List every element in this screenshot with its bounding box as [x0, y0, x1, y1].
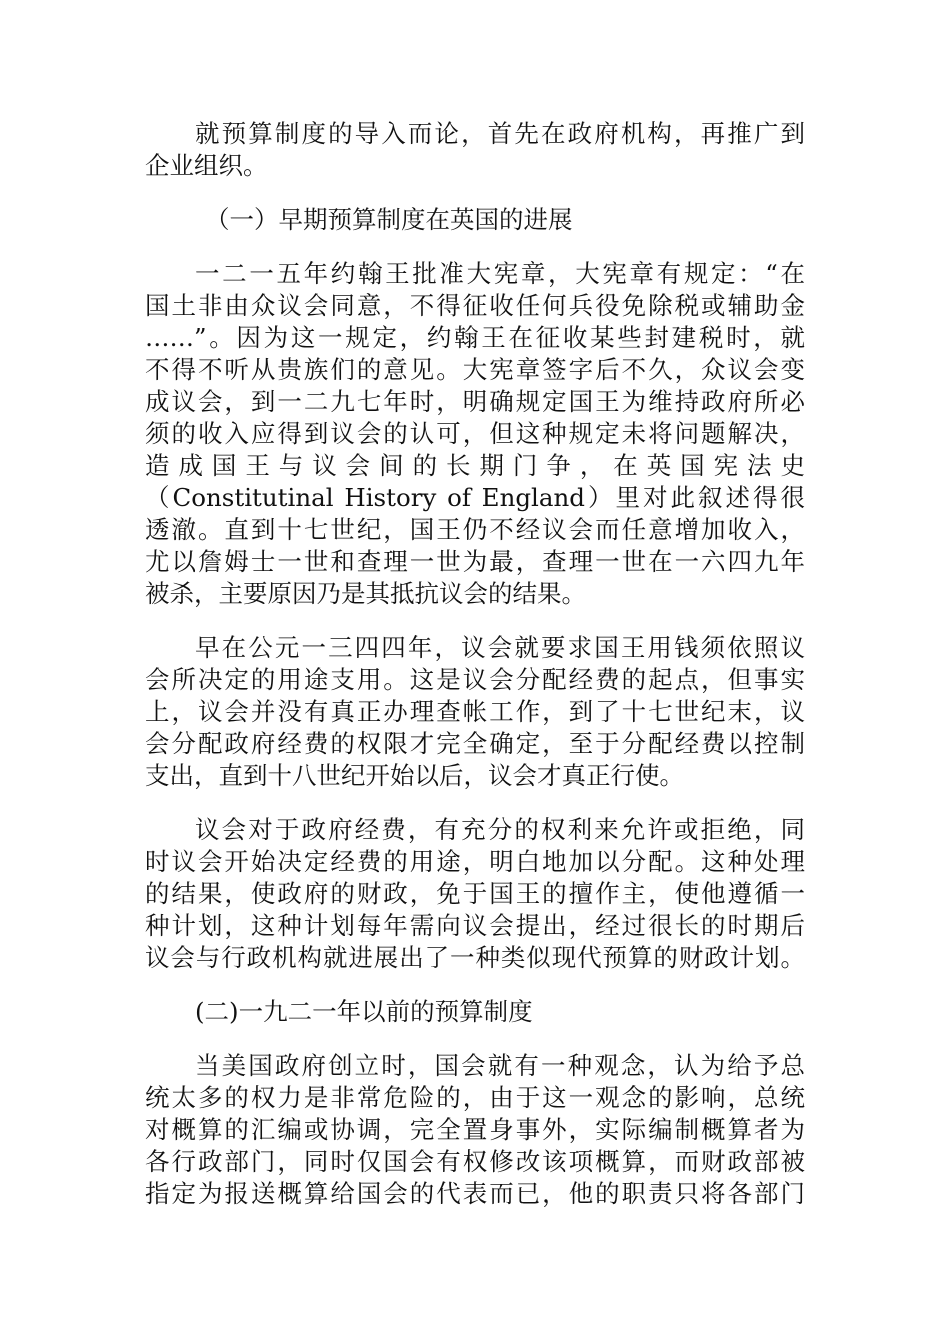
paragraph-5-line-2: 统太多的权力是非常危险的，由于这一观念的影响，总统: [145, 1083, 805, 1112]
paragraph-4-line-5: 议会与行政机构就进展出了一种类似现代预算的财政计划。: [145, 943, 805, 972]
paragraph-4-line-2: 时议会开始决定经费的用途，明白地加以分配。这种处理: [145, 847, 805, 876]
paragraph-2-line-6: 须的收入应得到议会的认可，但这种规定未将问题解决，: [145, 419, 805, 448]
section-heading-1: （一）早期预算制度在英国的进展: [205, 205, 573, 234]
paragraph-1-line-1: 就预算制度的导入而论，首先在政府机构，再推广到: [195, 119, 805, 148]
paragraph-2-line-1: 一二一五年约翰王批准大宪章，大宪章有规定：“在: [195, 259, 805, 288]
paragraph-2-line-3: ……”。因为这一规定，约翰王在征收某些封建税时，就: [145, 323, 805, 352]
paragraph-1-line-2: 企业组织。: [145, 151, 268, 180]
paragraph-3-line-4: 会分配政府经费的权限才完全确定，至于分配经费以控制: [145, 729, 805, 758]
paragraph-3-line-5: 支出，直到十八世纪开始以后，议会才真正行使。: [145, 761, 684, 790]
paragraph-2-line-9: 透澈。直到十七世纪，国王仍不经议会而任意增加收入，: [145, 515, 805, 544]
paragraph-2-line-4: 不得不听从贵族们的意见。大宪章签字后不久，众议会变: [145, 355, 805, 384]
paragraph-5-line-5: 指定为报送概算给国会的代表而已，他的职责只将各部门: [145, 1179, 805, 1208]
paragraph-4-line-1: 议会对于政府经费，有充分的权利来允许或拒绝，同: [195, 815, 805, 844]
paragraph-3-line-1: 早在公元一三四四年，议会就要求国王用钱须依照议: [195, 633, 805, 662]
section-heading-2: (二)一九二一年以前的预算制度: [195, 997, 533, 1026]
paragraph-4-line-4: 种计划，这种计划每年需向议会提出，经过很长的时期后: [145, 911, 805, 940]
paragraph-5-line-3: 对概算的汇编或协调，完全置身事外，实际编制概算者为: [145, 1115, 805, 1144]
paragraph-4-line-3: 的结果，使政府的财政，免于国王的擅作主，使他遵循一: [145, 879, 805, 908]
paragraph-3-line-2: 会所决定的用途支用。这是议会分配经费的起点，但事实: [145, 665, 805, 694]
paragraph-5-line-4: 各行政部门，同时仅国会有权修改该项概算，而财政部被: [145, 1147, 805, 1176]
paragraph-5-line-1: 当美国政府创立时，国会就有一种观念，认为给予总: [195, 1051, 805, 1080]
paragraph-2-line-10: 尤以詹姆士一世和查理一世为最，查理一世在一六四九年: [145, 547, 805, 576]
paragraph-2-line-11: 被杀，主要原因乃是其抵抗议会的结果。: [145, 579, 586, 608]
paragraph-2-line-2: 国土非由众议会同意，不得征收任何兵役免除税或辅助金: [145, 291, 805, 320]
paragraph-2-line-8: （Constitutinal History of England）里对此叙述得很: [145, 483, 805, 512]
paragraph-2-line-5: 成议会，到一二九七年时，明确规定国王为维持政府所必: [145, 387, 805, 416]
paragraph-3-line-3: 上，议会并没有真正办理查帐工作，到了十七世纪末，议: [145, 697, 805, 726]
paragraph-2-line-7: 造成国王与议会间的长期门争，在英国宪法史: [145, 451, 805, 480]
